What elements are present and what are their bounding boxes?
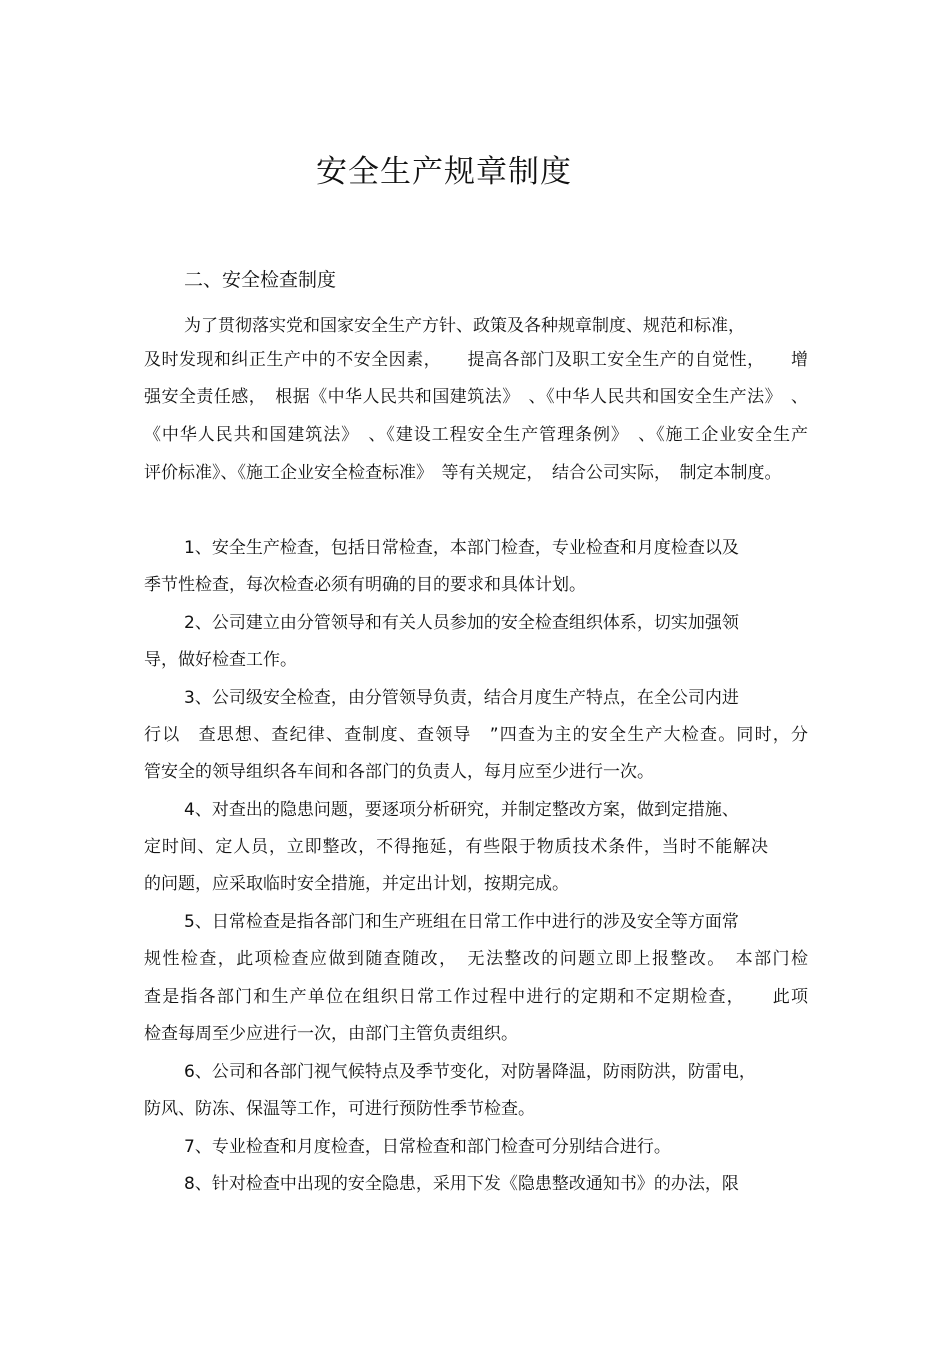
paragraph-line: 强安全责任感， 根据《中华人民共和国建筑法》 、《中华人民共和国安全生产法》 、 (144, 387, 808, 407)
paragraph-line: 2、公司建立由分管领导和有关人员参加的安全检查组织体系，切实加强领 (184, 613, 739, 633)
paragraph-line: 规性检查，此项检查应做到随查随改， 无法整改的问题立即上报整改。 本部门检 (144, 949, 808, 969)
paragraph-line: 及时发现和纠正生产中的不安全因素， 提高各部门及职工安全生产的自觉性， 增 (144, 350, 808, 370)
document-title: 安全生产规章制度 (316, 154, 572, 190)
paragraph-line: 导，做好检查工作。 (144, 650, 297, 670)
paragraph-line: 管安全的领导组织各车间和各部门的负责人，每月应至少进行一次。 (144, 762, 654, 782)
paragraph-line: 季节性检查，每次检查必须有明确的目的要求和具体计划。 (144, 575, 586, 595)
paragraph-line: 行以 查思想、查纪律、查制度、查领导 ”四查为主的安全生产大检查。同时，分 (144, 725, 808, 745)
paragraph-line: 4、对查出的隐患问题，要逐项分析研究，并制定整改方案，做到定措施、 (184, 800, 739, 820)
paragraph-line: 1、安全生产检查，包括日常检查，本部门检查，专业检查和月度检查以及 (184, 538, 739, 558)
paragraph-line: 5、日常检查是指各部门和生产班组在日常工作中进行的涉及安全等方面常 (184, 912, 739, 932)
paragraph-line: 《中华人民共和国建筑法》 、《建设工程安全生产管理条例》 、《施工企业安全生产 (144, 425, 808, 445)
section-heading: 二、安全检查制度 (184, 269, 337, 291)
paragraph-line: 6、公司和各部门视气候特点及季节变化，对防暑降温，防雨防洪，防雷电， (184, 1062, 756, 1082)
paragraph-line: 查是指各部门和生产单位在组织日常工作过程中进行的定期和不定期检查， 此项 (144, 987, 808, 1007)
paragraph-line: 评价标准》、《施工企业安全检查标准》 等有关规定， 结合公司实际， 制定本制度。 (144, 463, 782, 483)
paragraph-line: 检查每周至少应进行一次，由部门主管负责组织。 (144, 1024, 518, 1044)
paragraph-line: 定时间、定人员，立即整改，不得拖延，有些限于物质技术条件，当时不能解决 (144, 837, 768, 857)
paragraph-line: 为了贯彻落实党和国家安全生产方针、政策及各种规章制度、规范和标准， (184, 316, 745, 336)
paragraph-line: 防风、防冻、保温等工作，可进行预防性季节检查。 (144, 1099, 535, 1119)
paragraph-line: 8、针对检查中出现的安全隐患，采用下发《隐患整改通知书》的办法，限 (184, 1174, 739, 1194)
paragraph-line: 7、专业检查和月度检查，日常检查和部门检查可分别结合进行。 (184, 1137, 671, 1157)
paragraph-line: 3、公司级安全检查，由分管领导负责，结合月度生产特点，在全公司内进 (184, 688, 739, 708)
paragraph-line: 的问题，应采取临时安全措施，并定出计划，按期完成。 (144, 874, 569, 894)
